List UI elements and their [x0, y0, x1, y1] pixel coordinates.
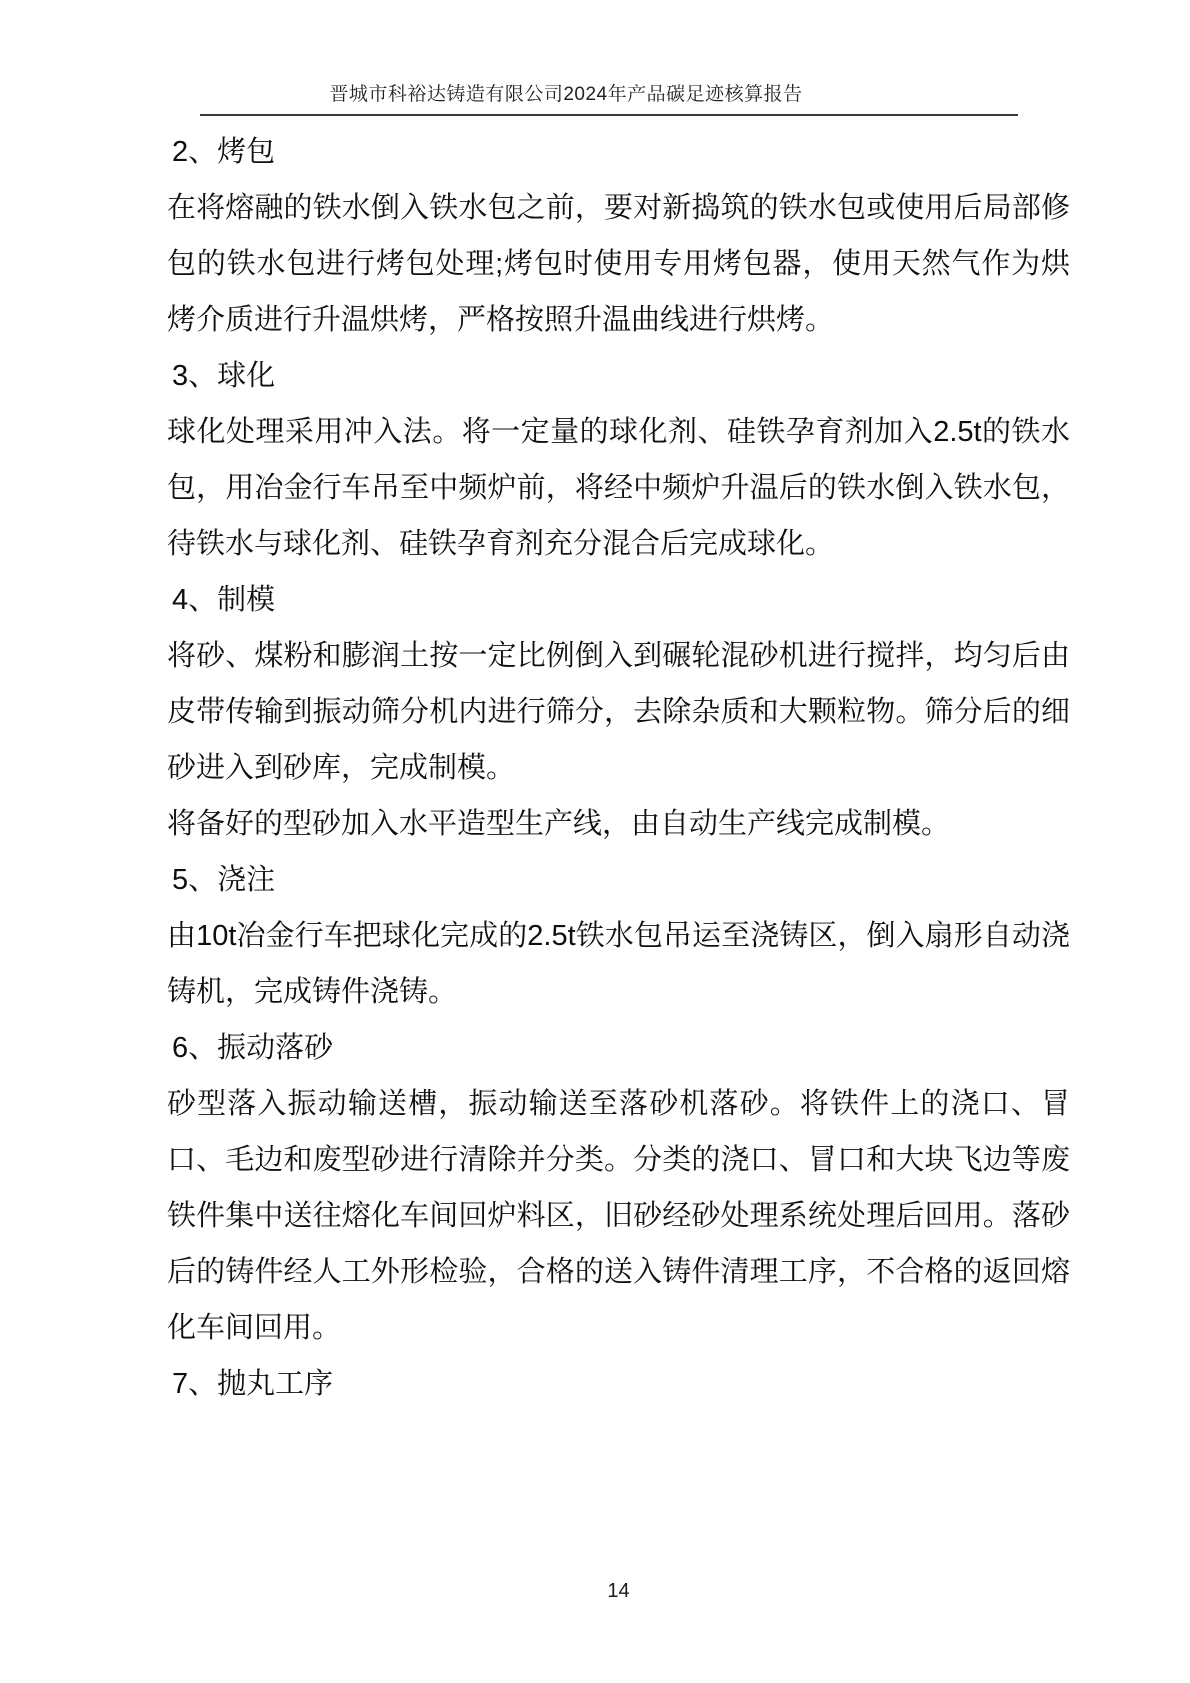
section-heading-jiaozhu: 5、浇注	[172, 864, 276, 896]
document-body	[167, 124, 1070, 1412]
section-heading-zhimo: 4、制模	[172, 584, 276, 616]
paragraph: 球化处理采用冲入法。将一定量的球化剂、硅铁孕育剂加入2.5t的铁水包，用冶金行车吊至中频炉前，将经中频炉升温后的铁水倒入铁水包，待铁水与球化剂、硅铁孕育剂充分混合后完成球化。	[167, 416, 1070, 560]
header-title: 晋城市科裕达铸造有限公司2024年产品碳足迹核算报告	[329, 84, 803, 105]
paragraph: 在将熔融的铁水倒入铁水包之前，要对新捣筑的铁水包或使用后局部修包的铁水包进行烤包处理;烤包时使用专用烤包器，使用天然气作为烘烤介质进行升温烘烤，严格按照升温曲线进行烘烤。	[167, 192, 1070, 336]
paragraph: 砂型落入振动输送槽，振动输送至落砂机落砂。将铁件上的浇口、冒口、毛边和废型砂进行清除并分类。分类的浇口、冒口和大块飞边等废铁件集中送往熔化车间回炉料区，旧砂经砂处理系统处理后回用。落砂后的铸件经人工外形检验，合格的送入铸件清理工序，不合格的返回熔化车间回用。	[167, 1088, 1070, 1344]
section-heading-qiuhua: 3、球化	[172, 360, 276, 392]
section-heading-kaobao: 2、烤包	[172, 136, 276, 168]
page-number: 14	[607, 1580, 630, 1602]
paragraph: 由10t冶金行车把球化完成的2.5t铁水包吊运至浇铸区，倒入扇形自动浇铸机，完成铸件浇铸。	[167, 920, 1070, 1008]
page-footer	[167, 1580, 1070, 1603]
section-heading-zhendong-luosha: 6、振动落砂	[172, 1032, 334, 1064]
paragraph: 将砂、煤粉和膨润土按一定比例倒入到碾轮混砂机进行搅拌，均匀后由皮带传输到振动筛分机内进行筛分，去除杂质和大颗粒物。筛分后的细砂进入到砂库，完成制模。	[167, 640, 1070, 784]
header-rule	[200, 114, 1018, 116]
section-heading-paowan: 7、抛丸工序	[172, 1368, 334, 1400]
paragraph: 将备好的型砂加入水平造型生产线，由自动生产线完成制模。	[167, 808, 951, 840]
